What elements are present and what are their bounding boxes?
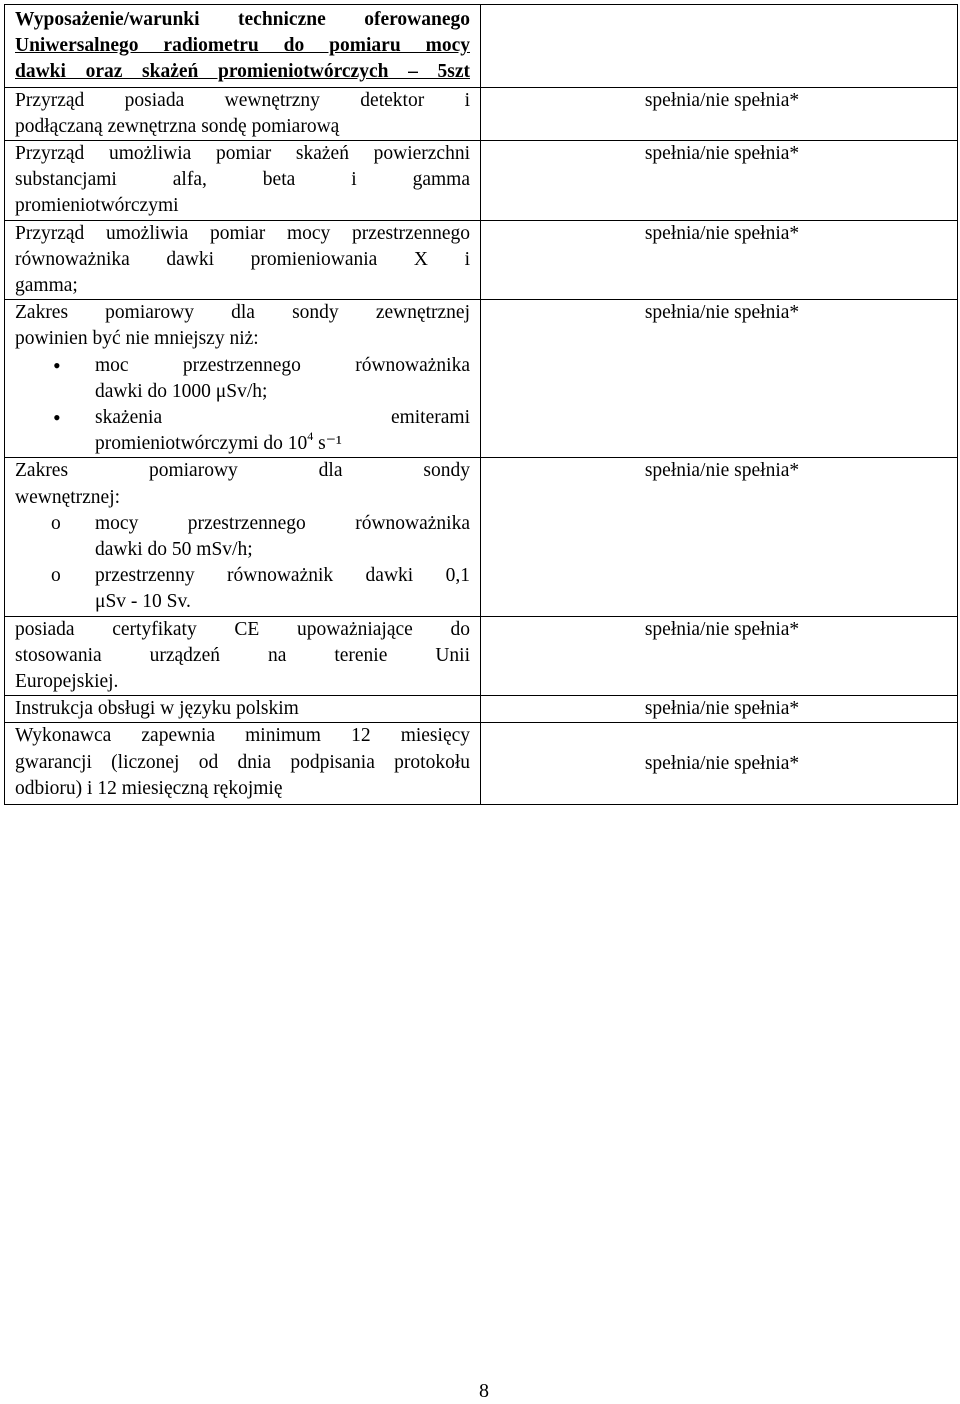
exponent: 4 — [307, 429, 314, 444]
row-5-description — [5, 458, 481, 616]
unit: s⁻¹ — [313, 433, 342, 455]
row-8-status — [481, 723, 958, 805]
row-5-line-2: wewnętrznej: — [15, 486, 121, 508]
row-3-line-2: równoważnika dawki promieniowania X i — [15, 248, 470, 270]
row-3-status — [481, 220, 958, 300]
row-5-line-1: Zakres pomiarowy dla sondy — [15, 460, 470, 482]
row-4-status — [481, 300, 958, 458]
row-2-description — [5, 141, 481, 221]
row-1-description — [5, 87, 481, 140]
list-item-line-1: • skażenia emiterami — [95, 407, 470, 429]
list-item-line-1: o mocy przestrzennego równoważnika — [95, 512, 470, 534]
list-item — [15, 563, 470, 615]
row-8-line-2: gwarancji (liczonej od dnia podpisania protokołu — [15, 751, 470, 773]
table-header-row — [5, 5, 958, 88]
row-1-status — [481, 87, 958, 140]
table-row — [5, 458, 958, 616]
list-item-line-2: μSv - 10 Sv. — [95, 591, 191, 613]
status-text: spełnia/nie spełnia* — [644, 460, 800, 482]
status-text: spełnia/nie spełnia* — [644, 143, 800, 165]
row-6-status — [481, 616, 958, 696]
row-4-line-1: Zakres pomiarowy dla sondy zewnętrznej — [15, 302, 470, 324]
row-4-description — [5, 300, 481, 458]
row-2-status — [481, 141, 958, 221]
row-3-line-1: Przyrząd umożliwia pomiar mocy przestrzennego — [15, 222, 470, 244]
row-1-line-2: podłączaną zewnętrzna sondę pomiarową — [15, 115, 340, 137]
table-row — [5, 220, 958, 300]
row-3-description — [5, 220, 481, 300]
row-7-description — [5, 696, 481, 723]
list-item-line-1: • moc przestrzennego równoważnika — [95, 354, 470, 376]
table-row — [5, 300, 958, 458]
row-8-description — [5, 723, 481, 805]
row-6-line-1: posiada certyfikaty CE upoważniające do — [15, 618, 470, 640]
list-item — [15, 511, 470, 563]
table-row — [5, 723, 958, 805]
row-1-line-1: Przyrząd posiada wewnętrzny detektor i — [15, 89, 470, 111]
header-cell — [5, 5, 481, 88]
list-item — [15, 405, 470, 457]
row-2-line-3: promieniotwórczymi — [15, 195, 179, 217]
table-row — [5, 141, 958, 221]
table-row — [5, 87, 958, 140]
row-7-status — [481, 696, 958, 723]
status-text: spełnia/nie spełnia* — [644, 618, 800, 640]
row-8-line-1: Wykonawca zapewnia minimum 12 miesięcy — [15, 725, 470, 747]
row-6-line-2: stosowania urządzeń na terenie Unii — [15, 644, 470, 666]
row-6-description — [5, 616, 481, 696]
table-row — [5, 616, 958, 696]
status-text: spełnia/nie spełnia* — [644, 698, 800, 720]
row-7-line-1: Instrukcja obsługi w języku polskim — [15, 698, 299, 720]
status-text: spełnia/nie spełnia* — [644, 222, 800, 244]
status-text: spełnia/nie spełnia* — [644, 302, 800, 324]
list-item-text: promieniotwórczymi do 10 — [95, 433, 308, 455]
header-empty-cell — [481, 5, 958, 88]
list-item — [15, 353, 470, 405]
status-text: spełnia/nie spełnia* — [644, 752, 800, 774]
header-line-2: Uniwersalnego radiometru do pomiaru mocy — [15, 35, 470, 57]
row-2-line-2: substancjami alfa, beta i gamma — [15, 169, 470, 191]
requirements-table — [4, 4, 958, 805]
list-item-line-2: dawki do 1000 μSv/h; — [95, 380, 268, 402]
row-6-line-3: Europejskiej. — [15, 671, 119, 693]
page-number: 8 — [479, 1380, 489, 1402]
list-item-line-2 — [95, 429, 342, 455]
row-8-line-3: odbioru) i 12 miesięczną rękojmię — [15, 777, 283, 799]
header-line-1: Wyposażenie/warunki techniczne oferowanego — [15, 9, 470, 30]
table-row — [5, 696, 958, 723]
header-line-3: dawki oraz skażeń promieniotwórczych – 5szt — [15, 61, 470, 83]
row-3-line-3: gamma; — [15, 275, 78, 297]
external-probe-range-list — [15, 353, 470, 458]
list-item-line-1: o przestrzenny równoważnik dawki 0,1 — [95, 565, 470, 587]
list-item-line-2: dawki do 50 mSv/h; — [95, 539, 253, 561]
row-4-line-2: powinien być nie mniejszy niż: — [15, 328, 259, 350]
row-2-line-1: Przyrząd umożliwia pomiar skażeń powierzchni — [15, 143, 470, 165]
internal-probe-range-list — [15, 511, 470, 616]
status-text: spełnia/nie spełnia* — [644, 89, 800, 111]
row-5-status — [481, 458, 958, 616]
